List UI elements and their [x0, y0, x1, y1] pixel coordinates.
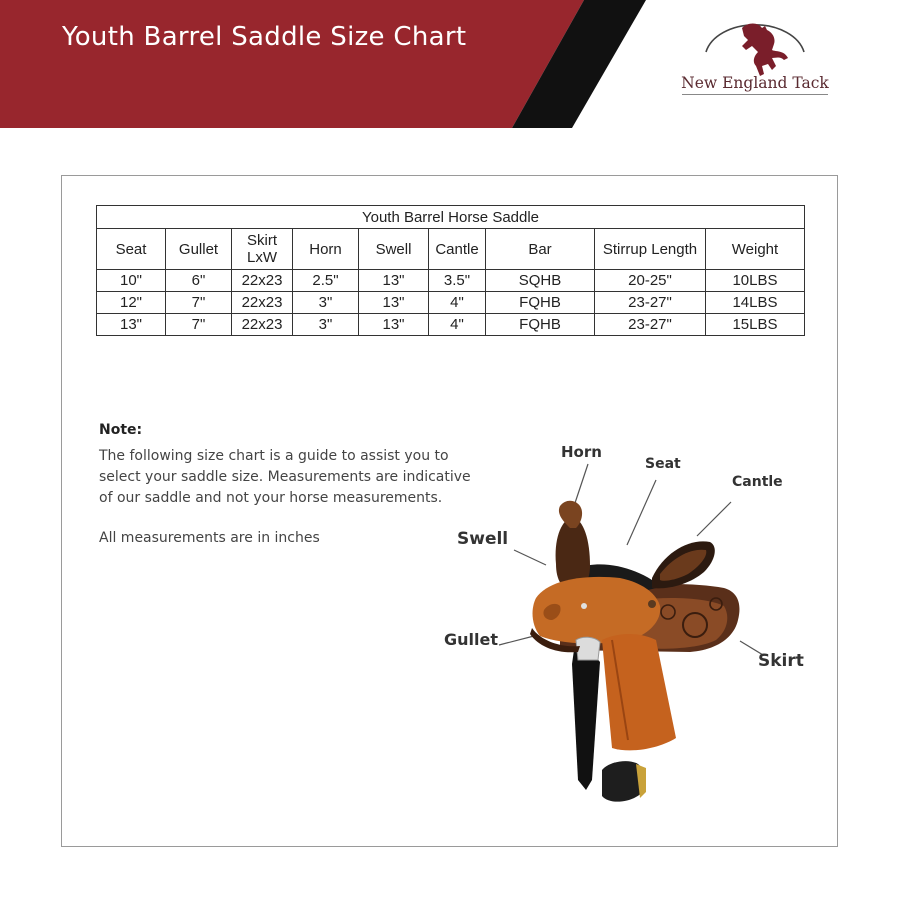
- cell-stirrup-length: 23-27": [595, 292, 706, 314]
- table-header-row: [97, 229, 805, 270]
- label-swell: Swell: [457, 529, 509, 549]
- cell-gullet: 7": [166, 314, 232, 336]
- header-weight: Weight: [706, 229, 805, 270]
- table-row: [97, 292, 805, 314]
- cell-weight: 10LBS: [706, 270, 805, 292]
- cell-bar: FQHB: [486, 292, 595, 314]
- cell-cantle: 3.5": [429, 270, 486, 292]
- table-caption: Youth Barrel Horse Saddle: [97, 206, 805, 229]
- cell-horn: 3": [293, 314, 359, 336]
- rearing-horse-icon: [672, 14, 838, 76]
- page-title: Youth Barrel Saddle Size Chart: [62, 22, 467, 52]
- cell-stirrup-length: 23-27": [595, 314, 706, 336]
- label-cantle: Cantle: [732, 474, 783, 490]
- header-swell: Swell: [359, 229, 429, 270]
- cell-bar: FQHB: [486, 314, 595, 336]
- cell-gullet: 7": [166, 292, 232, 314]
- label-horn: Horn: [561, 443, 602, 461]
- logo-underline: [682, 94, 828, 95]
- cell-weight: 15LBS: [706, 314, 805, 336]
- cell-stirrup-length: 20-25": [595, 270, 706, 292]
- header-gullet: Gullet: [166, 229, 232, 270]
- header-cantle: Cantle: [429, 229, 486, 270]
- cell-weight: 14LBS: [706, 292, 805, 314]
- note-line: The following size chart is a guide to assist you to: [99, 448, 449, 464]
- cell-cantle: 4": [429, 314, 486, 336]
- cell-skirt: 22x23: [232, 292, 293, 314]
- brand-logo[interactable]: [672, 14, 838, 104]
- note-line: of our saddle and not your horse measurements.: [99, 490, 443, 506]
- cell-seat: 12": [97, 292, 166, 314]
- cell-horn: 2.5": [293, 270, 359, 292]
- logo-text: New England Tack: [681, 74, 829, 92]
- cell-horn: 3": [293, 292, 359, 314]
- label-seat: Seat: [645, 456, 681, 472]
- size-chart-table: [96, 205, 805, 336]
- cell-swell: 13": [359, 270, 429, 292]
- cell-gullet: 6": [166, 270, 232, 292]
- header-bar: Bar: [486, 229, 595, 270]
- banner-red-band: [0, 0, 584, 128]
- header-skirt: Skirt LxW: [232, 229, 293, 270]
- note-text: [99, 446, 499, 509]
- cell-seat: 13": [97, 314, 166, 336]
- note-line: select your saddle size. Measurements are indicative: [99, 469, 471, 485]
- cell-swell: 13": [359, 314, 429, 336]
- label-gullet: Gullet: [444, 630, 498, 649]
- cell-bar: SQHB: [486, 270, 595, 292]
- header-stirrup-length: Stirrup Length: [595, 229, 706, 270]
- cell-swell: 13": [359, 292, 429, 314]
- label-skirt: Skirt: [758, 651, 804, 671]
- note-heading: Note:: [99, 422, 143, 438]
- header-horn: Horn: [293, 229, 359, 270]
- measurement-units-note: All measurements are in inches: [99, 530, 320, 546]
- size-chart-document: [61, 175, 838, 847]
- cell-cantle: 4": [429, 292, 486, 314]
- header-seat: Seat: [97, 229, 166, 270]
- cell-skirt: 22x23: [232, 314, 293, 336]
- cell-skirt: 22x23: [232, 270, 293, 292]
- table-row: [97, 270, 805, 292]
- cell-seat: 10": [97, 270, 166, 292]
- table-row: [97, 314, 805, 336]
